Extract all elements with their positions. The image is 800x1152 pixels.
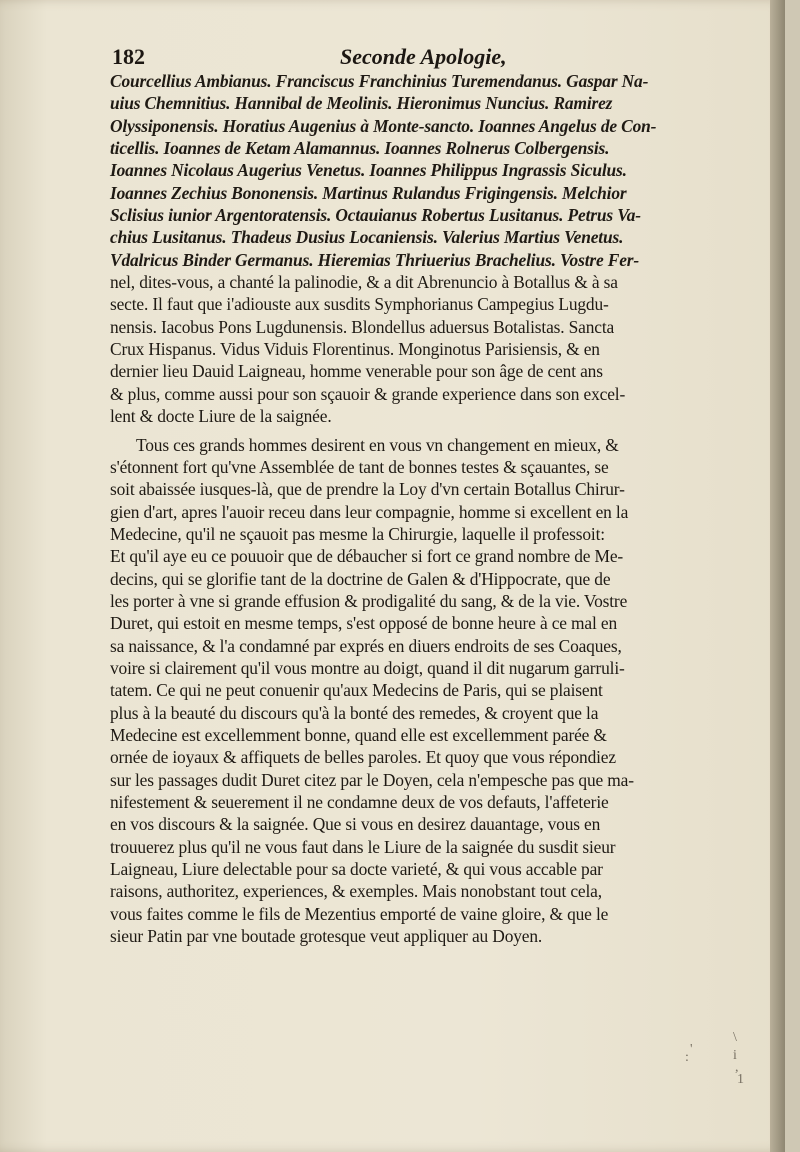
- text-line: Crux Hispanus. Vidus Viduis Florentinus. Monginotus Parisiensis, & en: [110, 339, 600, 360]
- text-line: lent & docte Liure de la saignée.: [110, 406, 332, 427]
- stray-marks: [655, 1030, 755, 1090]
- section-title: Seconde Apologie,: [340, 44, 507, 69]
- text-line: Ioannes Zechius Bononensis. Martinus Rulandus Frigingensis. Melchior: [110, 182, 627, 203]
- stray-mark: ,: [735, 1060, 739, 1075]
- text-line: en vos discours & la saignée. Que si vous en desirez dauantage, vous en: [110, 814, 601, 835]
- text-line: plus à la beauté du discours qu'à la bonté des remedes, & croyent que la: [110, 702, 599, 723]
- text-line: Medecine est excellemment bonne, quand elle est excellemment parée &: [110, 724, 607, 745]
- text-line: secte. Il faut que i'adiouste aux susdits Symphorianus Campegius Lugdu-: [110, 294, 609, 315]
- stray-mark: :: [685, 1050, 689, 1065]
- text-line: Olyssiponensis. Horatius Augenius à Monte-sancto. Ioannes Angelus de Con-: [110, 115, 657, 136]
- text-line: ticellis. Ioannes de Ketam Alamannus. Ioannes Rolnerus Colbergensis.: [110, 138, 610, 159]
- text-line: Ioannes Nicolaus Augerius Venetus. Ioannes Philippus Ingrassis Siculus.: [110, 160, 627, 181]
- text-line: sur les passages dudit Duret citez par le Doyen, cela n'empesche pas que ma-: [110, 769, 634, 790]
- text-line: voire si clairement qu'il vous montre au doigt, quand il dit nugarum garruli-: [110, 657, 625, 678]
- text-line: chius Lusitanus. Thadeus Dusius Locaniensis. Valerius Martius Venetus.: [110, 227, 624, 248]
- text-line: Sclisius iunior Argentoratensis. Octauianus Robertus Lusitanus. Petrus Va-: [110, 205, 641, 226]
- text-line: & plus, comme aussi pour son sçauoir & grande experience dans son excel-: [110, 383, 626, 404]
- text-line: uius Chemnitius. Hannibal de Meolinis. Hieronimus Nuncius. Ramirez: [110, 93, 613, 114]
- text-line: Duret, qui estoit en mesme temps, s'est opposé de bonne heure à ce mal en: [110, 613, 617, 634]
- text-line: decins, qui se glorifie tant de la doctrine de Galen & d'Hippocrate, que de: [110, 568, 611, 589]
- text-line: nel, dites-vous, a chanté la palinodie, & a dit Abrenuncio à Botallus & à sa: [110, 272, 618, 293]
- body-text: [110, 70, 770, 947]
- text-line: Vdalricus Binder Germanus. Hieremias Thriuerius Brachelius. Vostre Fer-: [110, 249, 640, 270]
- text-line: Tous ces grands hommes desirent en vous vn changement en mieux, &: [136, 434, 619, 455]
- text-line: nensis. Iacobus Pons Lugdunensis. Blondellus aduersus Botalistas. Sancta: [110, 316, 615, 337]
- text-line: sieur Patin par vne boutade grotesque veut appliquer au Doyen.: [110, 926, 543, 947]
- text-line: Medecine, qu'il ne sçauoit pas mesme la Chirurgie, laquelle il professoit:: [110, 523, 605, 544]
- stray-mark: ': [690, 1042, 693, 1057]
- page-edge: [770, 0, 785, 1152]
- text-line: tatem. Ce qui ne peut conuenir qu'aux Medecins de Paris, qui se plaisent: [110, 680, 603, 701]
- stray-mark: \: [733, 1030, 737, 1045]
- text-line: sa naissance, & l'a condamné par exprés en diuers endroits de ses Coaques,: [110, 635, 622, 656]
- text-line: Laigneau, Liure delectable pour sa docte varieté, & qui vous accable par: [110, 859, 603, 880]
- page-number: 182: [112, 44, 145, 69]
- text-line: trouuerez plus qu'il ne vous faut dans le Liure de la saignée du susdit sieur: [110, 836, 616, 857]
- text-line: dernier lieu Dauid Laigneau, homme venerable pour son âge de cent ans: [110, 361, 603, 382]
- stray-mark: 1: [737, 1072, 744, 1087]
- stray-mark: i: [733, 1048, 737, 1063]
- text-line: raisons, authoritez, experiences, & exemples. Mais nonobstant tout cela,: [110, 881, 602, 902]
- text-line: les porter à vne si grande effusion & prodigalité du sang, & de la vie. Vostre: [110, 590, 628, 611]
- text-line: Courcellius Ambianus. Franciscus Franchinius Turemendanus. Gaspar Na-: [110, 71, 649, 91]
- text-line: ornée de ioyaux & affiquets de belles paroles. Et quoy que vous répondiez: [110, 747, 616, 768]
- text-line: gien d'art, apres l'auoir receu dans leur compagnie, homme si excellent en la: [110, 501, 629, 522]
- text-line: nifestement & seuerement il ne condamne deux de vos defauts, l'affeterie: [110, 792, 609, 812]
- text-line: s'étonnent fort qu'vne Assemblée de tant de bonnes testes & sçauantes, se: [110, 456, 609, 477]
- text-line: Et qu'il aye eu ce pouuoir que de débaucher si fort ce grand nombre de Me-: [110, 546, 624, 567]
- text-line: soit abaissée iusques-là, que de prendre la Loy d'vn certain Botallus Chirur-: [110, 479, 625, 500]
- text-line: vous faites comme le fils de Mezentius emporté de vaine gloire, & que le: [110, 903, 609, 924]
